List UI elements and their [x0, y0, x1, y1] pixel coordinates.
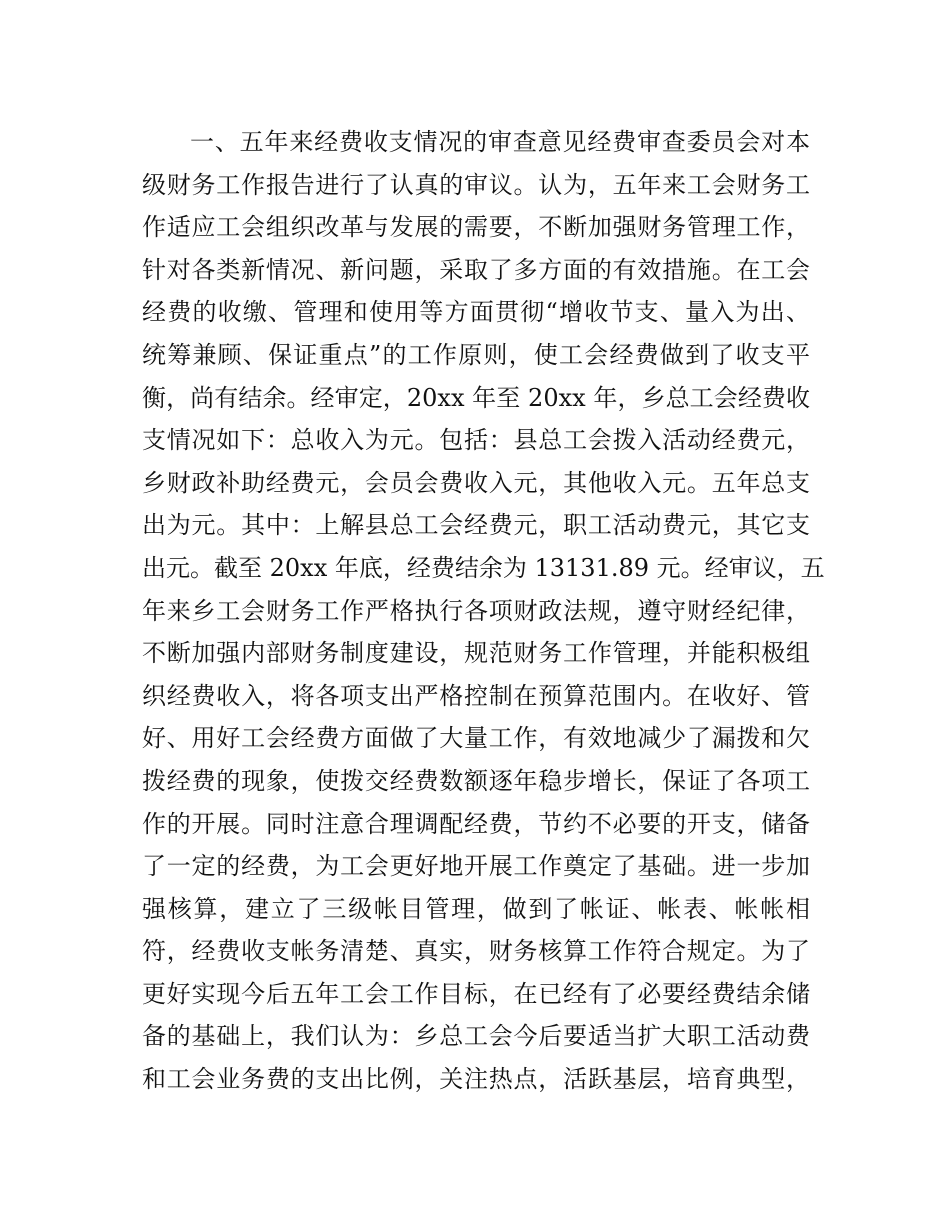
text-line: 拨经费的现象，使拨交经费数额逐年稳步增长，保证了各项工 — [142, 766, 810, 795]
text-line: 更好实现今后五年工会工作目标，在已经有了必要经费结余储 — [142, 979, 810, 1008]
text-line: 级财务工作报告进行了认真的审议。认为，五年来工会财务工 — [142, 170, 810, 199]
text-line: 出为元。其中：上解县总工会经费元，职工活动费元，其它支 — [142, 511, 810, 540]
text-line: 一、五年来经费收支情况的审查意见经费审查委员会对本 — [190, 128, 810, 156]
text-line: 了一定的经费，为工会更好地开展工作奠定了基础。进一步加 — [142, 852, 810, 881]
text-line: 不断加强内部财务制度建设，规范财务工作管理，并能积极组 — [142, 639, 810, 668]
text-line: 乡财政补助经费元，会员会费收入元，其他收入元。五年总支 — [142, 468, 810, 497]
text-line: 年来乡工会财务工作严格执行各项财政法规，遵守财经纪律， — [142, 596, 810, 625]
text-line: 符，经费收支帐务清楚、真实，财务核算工作符合规定。为了 — [142, 937, 810, 966]
text-line: 作适应工会组织改革与发展的需要，不断加强财务管理工作， — [142, 213, 810, 242]
text-line: 好、用好工会经费方面做了大量工作，有效地减少了漏拨和欠 — [142, 724, 810, 753]
text-line: 统筹兼顾、保证重点”的工作原则，使工会经费做到了收支平 — [142, 340, 810, 369]
text-line: 和工会业务费的支出比例，关注热点，活跃基层，培育典型， — [142, 1065, 810, 1094]
text-line: 织经费收入，将各项支出严格控制在预算范围内。在收好、管 — [142, 681, 810, 710]
text-line: 衡，尚有结余。经审定，20xx 年至 20xx 年，乡总工会经费收 — [142, 383, 810, 412]
text-line: 出元。截至 20xx 年底，经费结余为 13131.89 元。经审议，五 — [142, 553, 825, 582]
text-line: 作的开展。同时注意合理调配经费，节约不必要的开支，储备 — [142, 809, 810, 838]
text-line: 备的基础上，我们认为：乡总工会今后要适当扩大职工活动费 — [142, 1022, 810, 1051]
text-line: 支情况如下：总收入为元。包括：县总工会拨入活动经费元， — [142, 426, 810, 455]
text-line: 经费的收缴、管理和使用等方面贯彻“增收节支、量入为出、 — [142, 298, 810, 327]
text-line: 针对各类新情况、新问题，采取了多方面的有效措施。在工会 — [142, 255, 810, 284]
text-line: 强核算，建立了三级帐目管理，做到了帐证、帐表、帐帐相 — [142, 894, 810, 923]
body-paragraph — [142, 121, 825, 1101]
